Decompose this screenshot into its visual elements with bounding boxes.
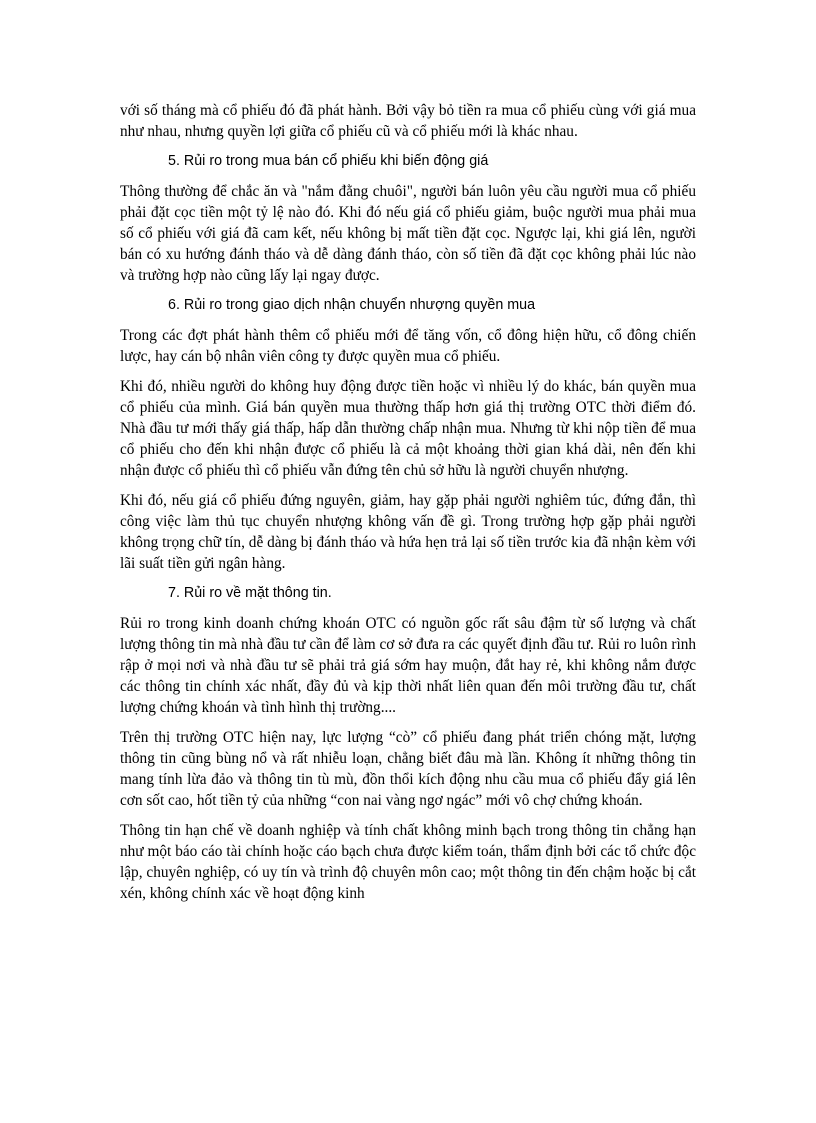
paragraph: Trên thị trường OTC hiện nay, lực lượng “cò” cổ phiếu đang phát triển chóng mặt, lượng thông tin cũng bùng nổ và rất nhiễu loạn, chẳng biết đâu mà lần. Không ít những thông tin mang tính lừa đảo và thông tin tù mù, đồn thổi kích động nhu cầu mua cổ phiếu đẩy giá lên cơn sốt cao, hốt tiền tỷ của những “con nai vàng ngơ ngác” mới vô chợ chứng khoán. — [120, 729, 696, 809]
section-heading: 6. Rủi ro trong giao dịch nhận chuyển nhượng quyền mua — [168, 297, 536, 313]
paragraph: Khi đó, nếu giá cổ phiếu đứng nguyên, giảm, hay gặp phải người nghiêm túc, đứng đắn, thì công việc làm thủ tục chuyển nhượng không vấn đề gì. Trong trường hợp gặp phải người không trọng chữ tín, dễ dàng bị đánh tháo và hứa hẹn trả lại số tiền trước kia đã nhận kèm với lãi suất tiền gửi ngân hàng. — [120, 492, 696, 572]
section-heading: 7. Rủi ro về mặt thông tin. — [168, 585, 332, 601]
paragraph: Khi đó, nhiều người do không huy động được tiền hoặc vì nhiều lý do khác, bán quyền mua cổ phiếu của mình. Giá bán quyền mua thường thấp hơn giá thị trường OTC thời điểm đó. Nhà đầu tư mới thấy giá thấp, hấp dẫn thường chấp nhận mua. Nhưng từ khi nộp tiền để mua cổ phiếu cho đến khi nhận được cổ phiếu là cả một khoảng thời gian khá dài, nên đến khi nhận được cổ phiếu thì cổ phiếu vẫn đứng tên chủ sở hữu là người chuyển nhượng. — [120, 378, 696, 479]
paragraph: Rủi ro trong kinh doanh chứng khoán OTC có nguồn gốc rất sâu đậm từ số lượng và chất lượng thông tin mà nhà đầu tư cần để làm cơ sở đưa ra các quyết định đầu tư. Rủi ro luôn rình rập ở mọi nơi và nhà đầu tư sẽ phải trả giá sớm hay muộn, đắt hay rẻ, khi không nắm được các thông tin chính xác nhất, đầy đủ và kịp thời nhất liên quan đến môi trường đầu tư, chất lượng chứng khoán và tình hình thị trường.... — [120, 615, 696, 716]
document-body — [120, 100, 696, 913]
paragraph: Trong các đợt phát hành thêm cổ phiếu mới để tăng vốn, cổ đông hiện hữu, cổ đông chiến lược, hay cán bộ nhân viên công ty được quyền mua cổ phiếu. — [120, 327, 696, 365]
paragraph: với số tháng mà cổ phiếu đó đã phát hành. Bởi vậy bỏ tiền ra mua cổ phiếu cùng với giá mua như nhau, nhưng quyền lợi giữa cổ phiếu cũ và cổ phiếu mới là khác nhau. — [120, 102, 696, 140]
paragraph: Thông thường để chắc ăn và "nắm đằng chuôi", người bán luôn yêu cầu người mua cổ phiếu phải đặt cọc tiền một tỷ lệ nào đó. Khi đó nếu giá cổ phiếu giảm, buộc người mua phải mua số cổ phiếu với giá đã cam kết, nếu không bị mất tiền đặt cọc. Ngược lại, khi giá lên, người bán có xu hướng đánh tháo và dễ dàng đánh tháo, còn số tiền đã đặt cọc không phải lúc nào và trường hợp nào cũng lấy lại ngay được. — [120, 183, 696, 284]
paragraph: Thông tin hạn chế về doanh nghiệp và tính chất không minh bạch trong thông tin chẳng hạn như một báo cáo tài chính hoặc cáo bạch chưa được kiểm toán, thẩm định bởi các tổ chức độc lập, chuyên nghiệp, có uy tín và trình độ chuyên môn cao; một thông tin đến chậm hoặc bị cắt xén, không chính xác về hoạt động kinh — [120, 822, 696, 902]
section-heading: 5. Rủi ro trong mua bán cổ phiếu khi biến động giá — [168, 153, 489, 169]
